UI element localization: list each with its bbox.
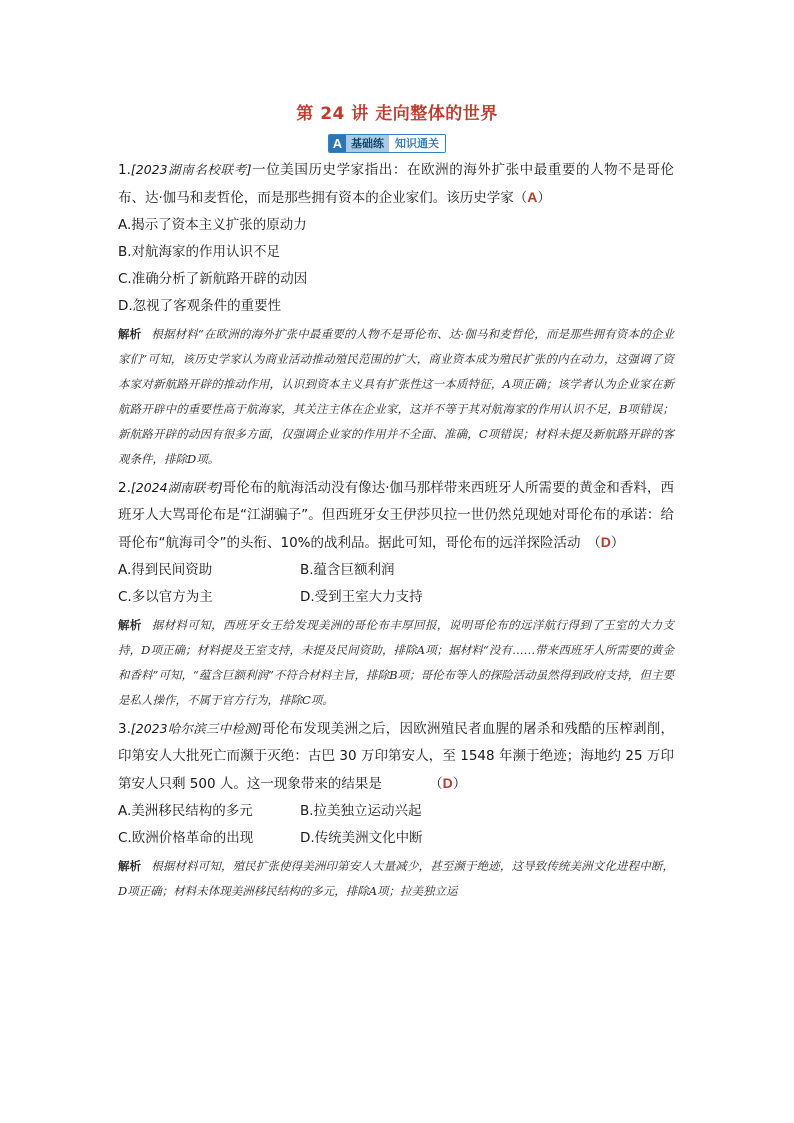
question-number: 2.	[118, 480, 131, 496]
question-list	[118, 156, 674, 904]
badge-subtitle: 知识通关	[389, 135, 445, 152]
question-3	[118, 715, 674, 904]
option-c: C.多以官方为主	[118, 589, 213, 605]
option-row	[118, 825, 674, 852]
stem-end: ）	[610, 535, 625, 551]
analysis	[118, 322, 674, 472]
badge-letter: A	[329, 135, 346, 152]
option-c: C.欧洲价格革命的出现	[118, 830, 254, 846]
option-c: C.准确分析了新航路开辟的动因	[118, 271, 308, 287]
option-d: D.受到王室大力支持	[300, 589, 423, 605]
analysis-label: 解析	[118, 859, 142, 873]
option-row	[118, 584, 674, 611]
question-stem	[118, 156, 674, 212]
question-2	[118, 474, 674, 713]
page-title: 第 24 讲 走向整体的世界	[296, 104, 498, 124]
question-source: [2024湖南联考]	[130, 480, 223, 495]
option-b: B.蕴含巨额利润	[300, 562, 395, 578]
question-source: [2023哈尔滨三中检测]	[130, 721, 262, 736]
option-a: A.揭示了资本主义扩张的原动力	[118, 217, 307, 233]
analysis	[118, 613, 674, 713]
option-b: B.对航海家的作用认识不足	[118, 244, 281, 260]
badge-level: 基础练	[346, 135, 389, 152]
question-number: 1.	[118, 162, 131, 178]
answer-letter: A	[527, 189, 538, 205]
question-stem	[118, 715, 674, 798]
option-d: D.传统美洲文化中断	[300, 830, 423, 846]
analysis-text: 据材料可知，西班牙女王给发现美洲的哥伦布丰厚回报，说明哥伦布的远洋航行得到了王室的大力支持，D项正确；材料提及王室支持，未提及民间资助，排除A项；据材料“没有……带来西班牙人所需要的黄金和香料”可知，“蕴含巨额利润”不符合材料主旨，排除B项；哥伦布等人的探险活动虽然得到政府支持，但主要是私人操作，不属于官方行为，排除C项。	[118, 618, 675, 707]
option-d: D.忽视了客观条件的重要性	[118, 298, 282, 314]
analysis	[118, 854, 674, 904]
analysis-label: 解析	[118, 618, 142, 632]
question-number: 3.	[118, 721, 131, 737]
answer-letter: D	[442, 775, 453, 791]
option-row	[118, 557, 674, 584]
section-badge	[328, 134, 446, 153]
option-a: A.美洲移民结构的多元	[118, 803, 253, 819]
option-a: A.得到民间资助	[118, 562, 213, 578]
option-row	[118, 798, 674, 825]
question-1	[118, 156, 674, 472]
question-source: [2023湖南名校联考]	[130, 162, 252, 177]
question-text: 一位美国历史学家指出：在欧洲的海外扩张中最重要的人物不是哥伦布、达·伽马和麦哲伦，而是那些拥有资本的企业家们。该历史学家（	[118, 162, 674, 206]
question-stem	[118, 474, 674, 557]
question-text: 哥伦布发现美洲之后，因欧洲殖民者血腥的屠杀和残酷的压榨剥削，印第安人大批死亡而濒于灭绝：古巴 30 万印第安人，至 1548 年濒于绝迹；海地约 25 万印第安人只剩 500 人。这一现象带来的结果是 （	[118, 721, 674, 792]
analysis-label: 解析	[118, 327, 142, 341]
answer-letter: D	[600, 534, 611, 550]
stem-end: ）	[537, 190, 551, 206]
analysis-text: 根据材料“在欧洲的海外扩张中最重要的人物不是哥伦布、达·伽马和麦哲伦，而是那些拥有资本的企业家们”可知，该历史学家认为商业活动推动殖民范围的扩大，商业资本成为殖民扩张的内在动力，这强调了资本家对新航路开辟的推动作用，认识到资本主义具有扩张性这一本质特征，A项正确；该学者认为企业家在新航路开辟中的重要性高于航海家，其关注主体在企业家，这并不等于其对航海家的作用认识不足，B项错误；新航路开辟的动因有很多方面，仅强调企业家的作用并不全面、准确，C项错误；材料未提及新航路开辟的客观条件，排除D项。	[118, 327, 675, 466]
analysis-text: 根据材料可知，殖民扩张使得美洲印第安人大量减少，甚至濒于绝迹，这导致传统美洲文化进程中断，D项正确；材料未体现美洲移民结构的多元，排除A项；拉美独立运	[118, 859, 675, 898]
option-b: B.拉美独立运动兴起	[300, 803, 422, 819]
question-text: 哥伦布的航海活动没有像达·伽马那样带来西班牙人所需要的黄金和香料，西班牙人大骂哥伦布是“江湖骗子”。但西班牙女王伊莎贝拉一世仍然兑现她对哥伦布的承诺：给哥伦布“航海司令”的头衔、10%的战利品。据此可知，哥伦布的远洋探险活动 （	[118, 480, 674, 551]
stem-end: ）	[452, 776, 467, 792]
